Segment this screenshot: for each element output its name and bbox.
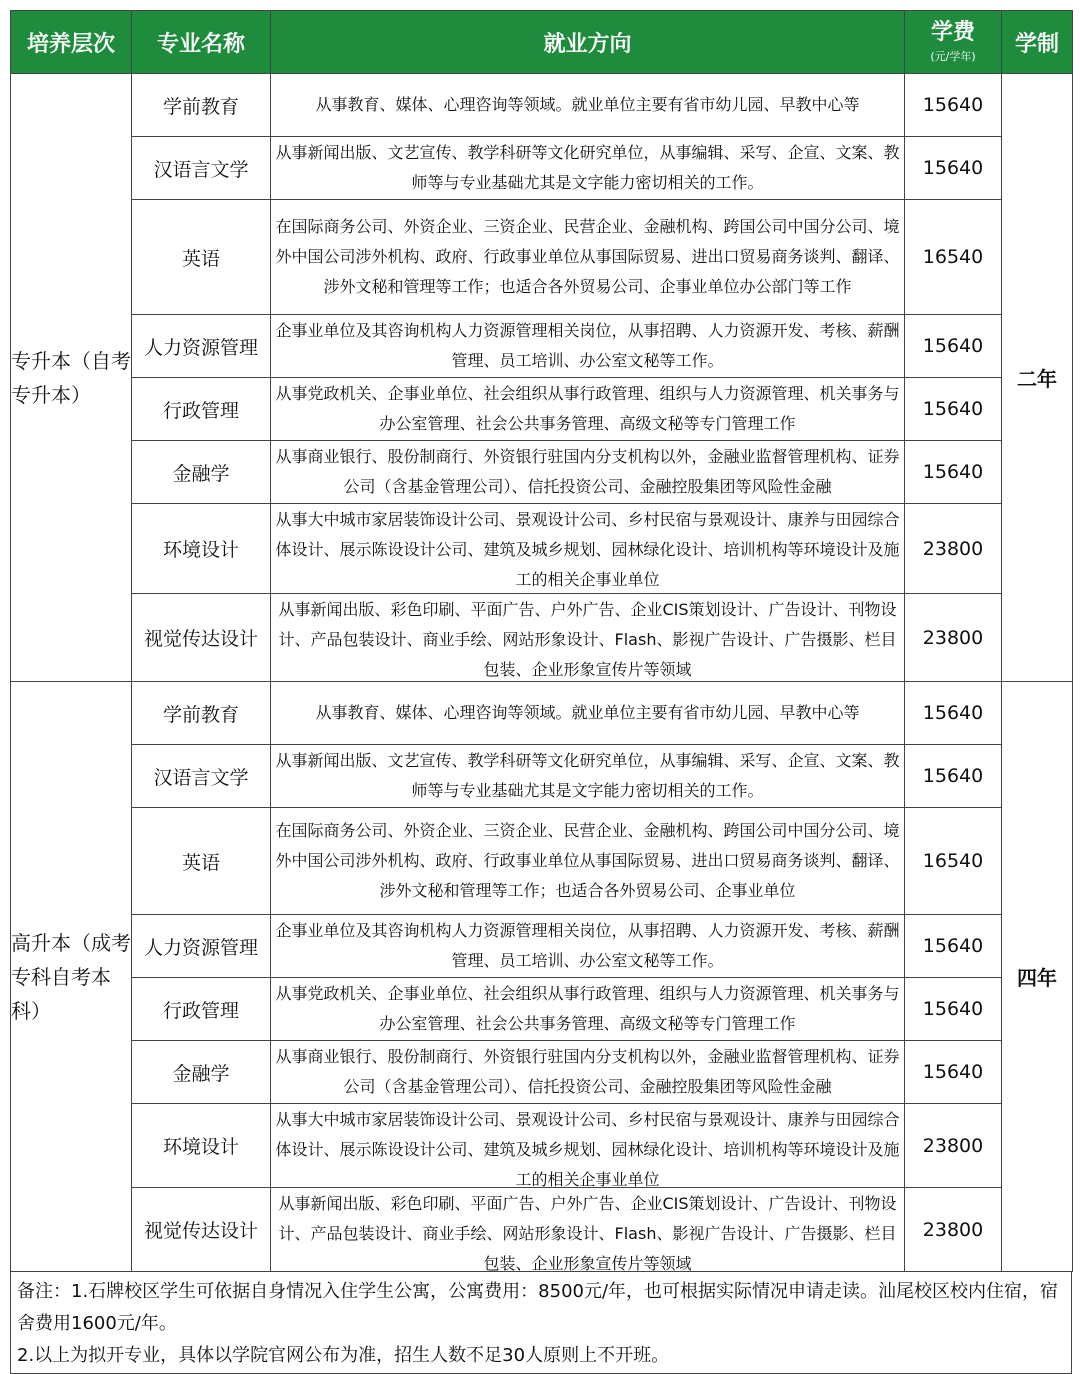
- header-direction: 就业方向: [271, 11, 905, 74]
- direction-text: 在国际商务公司、外资企业、三资企业、民营企业、金融机构、跨国公司中国分公司、境外中国公司涉外机构、政府、行政事业单位从事国际贸易、进出口贸易商务谈判、翻译、涉外文秘和管理等工作；也适合各外贸易公司、企事业单位办公部门等工作: [275, 217, 900, 296]
- duration-cell: 四年: [1002, 682, 1073, 1272]
- direction-cell: [271, 137, 905, 200]
- direction-text: 从事党政机关、企事业单位、社会组织从事行政管理、组织与人力资源管理、机关事务与办公室管理、社会公共事务管理、高级文秘等专门管理工作: [275, 384, 900, 433]
- table-row: [11, 808, 1073, 915]
- note-2: 2.以上为拟开专业，具体以学院官网公布为准，招生人数不足30人原则上不开班。: [17, 1345, 670, 1366]
- major-cell: 人力资源管理: [132, 315, 271, 378]
- fee-cell: 15640: [905, 978, 1002, 1041]
- major-cell: 金融学: [132, 441, 271, 504]
- fee-cell: 15640: [905, 1041, 1002, 1104]
- direction-text: 在国际商务公司、外资企业、三资企业、民营企业、金融机构、跨国公司中国分公司、境外中国公司涉外机构、政府、行政事业单位从事国际贸易、进出口贸易商务谈判、翻译、涉外文秘和管理等工作；也适合各外贸易公司、企事业单位: [275, 821, 900, 900]
- major-cell: 环境设计: [132, 504, 271, 594]
- fee-cell: 16540: [905, 808, 1002, 915]
- table-row: [11, 594, 1073, 682]
- table-body: [11, 74, 1073, 1272]
- program-table-container: [10, 10, 1072, 1374]
- direction-text: 从事新闻出版、彩色印刷、平面广告、户外广告、企业CIS策划设计、广告设计、刊物设计、产品包装设计、商业手绘、网站形象设计、Flash、影视广告设计、广告摄影、栏目包装、企业形象宣传片等领域: [278, 599, 897, 679]
- table-row: [11, 74, 1073, 137]
- direction-cell: [271, 682, 905, 745]
- fee-cell: 23800: [905, 1188, 1002, 1272]
- table-row: [11, 1104, 1073, 1188]
- header-major: 专业名称: [132, 11, 271, 74]
- fee-cell: 23800: [905, 594, 1002, 682]
- major-cell: 汉语言文学: [132, 745, 271, 808]
- direction-cell: [271, 594, 905, 682]
- direction-cell: [271, 441, 905, 504]
- direction-text: 从事党政机关、企事业单位、社会组织从事行政管理、组织与人力资源管理、机关事务与办公室管理、社会公共事务管理、高级文秘等专门管理工作: [275, 984, 900, 1033]
- direction-cell: [271, 978, 905, 1041]
- major-cell: 金融学: [132, 1041, 271, 1104]
- direction-cell: [271, 378, 905, 441]
- direction-text: 从事教育、媒体、心理咨询等领域。就业单位主要有省市幼儿园、早教中心等: [315, 703, 860, 722]
- direction-text: 从事新闻出版、文艺宣传、教学科研等文化研究单位，从事编辑、采写、企宣、文案、教师等与专业基础尤其是文字能力密切相关的工作。: [275, 143, 900, 192]
- direction-cell: [271, 1041, 905, 1104]
- header-duration: 学制: [1002, 11, 1073, 74]
- header-fee: [905, 11, 1002, 74]
- table-row: [11, 200, 1073, 315]
- direction-cell: [271, 1104, 905, 1188]
- direction-cell: [271, 74, 905, 137]
- direction-text: 从事商业银行、股份制商行、外资银行驻国内分支机构以外，金融业监督管理机构、证券公司（含基金管理公司）、信托投资公司、金融控股集团等风险性金融: [275, 1047, 900, 1096]
- fee-cell: 23800: [905, 1104, 1002, 1188]
- major-cell: 视觉传达设计: [132, 594, 271, 682]
- fee-cell: 15640: [905, 915, 1002, 978]
- note-1: 备注：1.石牌校区学生可依据自身情况入住学生公寓，公寓费用：8500元/年，也可根据实际情况申请走读。汕尾校区校内住宿，宿舍费用1600元/年。: [17, 1281, 1059, 1334]
- major-cell: 人力资源管理: [132, 915, 271, 978]
- direction-cell: [271, 808, 905, 915]
- table-row: [11, 915, 1073, 978]
- direction-cell: [271, 915, 905, 978]
- direction-cell: [271, 1188, 905, 1272]
- fee-cell: 15640: [905, 745, 1002, 808]
- major-cell: 环境设计: [132, 1104, 271, 1188]
- fee-cell: 23800: [905, 504, 1002, 594]
- direction-text: 从事大中城市家居装饰设计公司、景观设计公司、乡村民宿与景观设计、康养与田园综合体设计、展示陈设设计公司、建筑及城乡规划、园林绿化设计、培训机构等环境设计及施工的相关企事业单位: [275, 509, 900, 589]
- major-cell: 英语: [132, 200, 271, 315]
- direction-cell: [271, 200, 905, 315]
- major-cell: 汉语言文学: [132, 137, 271, 200]
- major-cell: 学前教育: [132, 74, 271, 137]
- table-row: [11, 315, 1073, 378]
- major-cell: 视觉传达设计: [132, 1188, 271, 1272]
- fee-cell: 15640: [905, 378, 1002, 441]
- table-row: [11, 745, 1073, 808]
- table-row: [11, 441, 1073, 504]
- level-cell: 高升本（成考专科自考本科）: [11, 682, 132, 1272]
- table-row: [11, 1188, 1073, 1272]
- fee-cell: 15640: [905, 682, 1002, 745]
- table-row: [11, 137, 1073, 200]
- major-cell: 英语: [132, 808, 271, 915]
- major-cell: 行政管理: [132, 378, 271, 441]
- direction-text: 从事大中城市家居装饰设计公司、景观设计公司、乡村民宿与景观设计、康养与田园综合体设计、展示陈设设计公司、建筑及城乡规划、园林绿化设计、培训机构等环境设计及施工的相关企事业单位: [275, 1109, 900, 1187]
- header-level: 培养层次: [11, 11, 132, 74]
- table-row: [11, 504, 1073, 594]
- table-row: [11, 682, 1073, 745]
- major-cell: 行政管理: [132, 978, 271, 1041]
- table-row: [11, 978, 1073, 1041]
- direction-text: 从事新闻出版、彩色印刷、平面广告、户外广告、企业CIS策划设计、广告设计、刊物设计、产品包装设计、商业手绘、网站形象设计、Flash、影视广告设计、广告摄影、栏目包装、企业形象宣传片等领域: [278, 1193, 897, 1271]
- notes-section: [10, 1272, 1072, 1374]
- fee-cell: 15640: [905, 137, 1002, 200]
- direction-text: 从事教育、媒体、心理咨询等领域。就业单位主要有省市幼儿园、早教中心等: [315, 95, 860, 114]
- major-cell: 学前教育: [132, 682, 271, 745]
- table-row: [11, 378, 1073, 441]
- header-fee-unit: (元/学年): [930, 49, 976, 63]
- direction-cell: [271, 315, 905, 378]
- program-table: [10, 10, 1073, 1272]
- direction-text: 从事新闻出版、文艺宣传、教学科研等文化研究单位，从事编辑、采写、企宣、文案、教师等与专业基础尤其是文字能力密切相关的工作。: [275, 751, 900, 800]
- direction-cell: [271, 745, 905, 808]
- direction-text: 从事商业银行、股份制商行、外资银行驻国内分支机构以外，金融业监督管理机构、证券公司（含基金管理公司）、信托投资公司、金融控股集团等风险性金融: [275, 447, 900, 496]
- header-fee-label: 学费: [930, 19, 975, 45]
- direction-cell: [271, 504, 905, 594]
- level-cell: 专升本（自考专升本）: [11, 74, 132, 682]
- direction-text: 企事业单位及其咨询机构人力资源管理相关岗位，从事招聘、人力资源开发、考核、薪酬管理、员工培训、办公室文秘等工作。: [275, 321, 900, 370]
- fee-cell: 16540: [905, 200, 1002, 315]
- table-row: [11, 1041, 1073, 1104]
- fee-cell: 15640: [905, 315, 1002, 378]
- duration-cell: 二年: [1002, 74, 1073, 682]
- fee-cell: 15640: [905, 74, 1002, 137]
- header-row: [11, 11, 1073, 74]
- direction-text: 企事业单位及其咨询机构人力资源管理相关岗位，从事招聘、人力资源开发、考核、薪酬管理、员工培训、办公室文秘等工作。: [275, 921, 900, 970]
- fee-cell: 15640: [905, 441, 1002, 504]
